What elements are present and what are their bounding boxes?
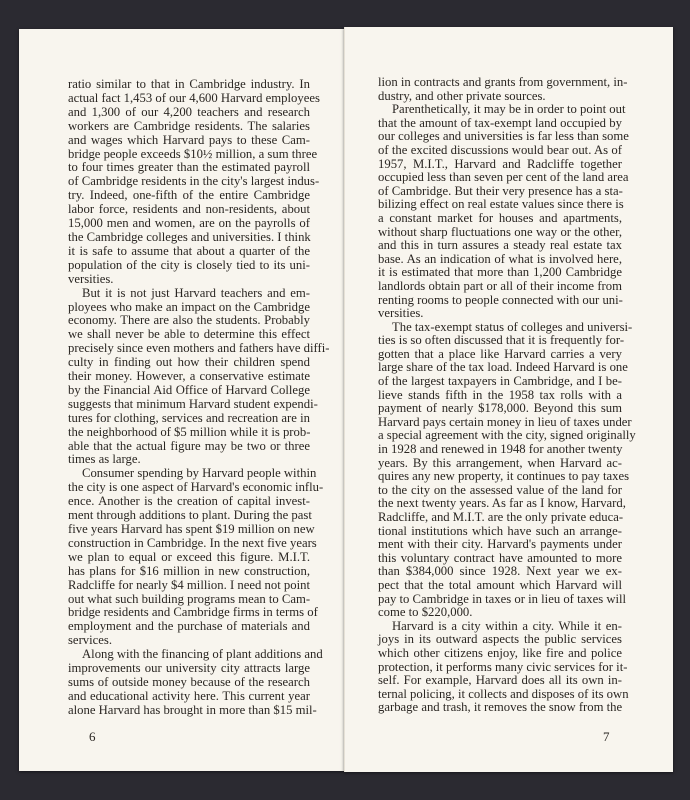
text-line: Harvard is a city within a city. While it en- bbox=[392, 618, 622, 633]
text-line: landlords obtain part or all of their income from bbox=[378, 278, 622, 293]
text-line: joys in its outward aspects the public services bbox=[378, 632, 622, 647]
paragraph bbox=[378, 319, 636, 620]
text-line: versities. bbox=[68, 271, 114, 286]
text-line: and wages which Harvard pays to these Cam- bbox=[68, 132, 310, 147]
text-line: sums of outside money because of the research bbox=[68, 674, 310, 689]
text-line: the neighborhood of $5 million while it is prob- bbox=[68, 424, 311, 439]
text-line: of the largest taxpayers in Cambridge, and I be- bbox=[378, 374, 622, 389]
text-line: improvements our university city attracts large bbox=[68, 661, 310, 676]
paragraph bbox=[68, 285, 330, 468]
text-line: Harvard pays certain money in lieu of taxes under bbox=[378, 414, 632, 429]
left-page-text-column bbox=[68, 77, 330, 718]
text-line: a special agreement with the city, signed originally bbox=[378, 428, 636, 443]
text-line: and 1,300 of our 4,200 teachers and research bbox=[68, 104, 310, 119]
text-line: and educational activity here. This current year bbox=[68, 688, 310, 703]
text-line: But it is not just Harvard teachers and em- bbox=[82, 285, 310, 300]
paragraph bbox=[68, 77, 320, 287]
text-line: of Cambridge. But their very presence has a sta- bbox=[378, 183, 623, 198]
text-line: without sharp fluctuations one way or the other, bbox=[378, 224, 622, 239]
text-line: culty in finding out how their children spend bbox=[68, 355, 310, 370]
text-line: economy. There are also the students. Probably bbox=[68, 313, 310, 328]
text-line: Along with the financing of plant additions and bbox=[82, 647, 323, 662]
text-line: 15,000 men and women, are on the payrolls of bbox=[68, 216, 310, 231]
text-line: employment and the purchase of materials and bbox=[68, 619, 310, 634]
text-line: ties is so often discussed that it is frequently for- bbox=[378, 333, 625, 348]
text-line: tional institutions which have such an arrange- bbox=[378, 523, 622, 538]
text-line: payment of nearly $178,000. Beyond this sum bbox=[378, 401, 622, 416]
text-line: workers are Cambridge residents. The salaries bbox=[68, 118, 310, 133]
text-line: self. For example, Harvard does all its own in- bbox=[378, 673, 622, 688]
text-line: we shall never be able to determine this effect bbox=[68, 327, 310, 342]
text-line: lieve stands fifth in the 1958 tax rolls with a bbox=[378, 387, 622, 402]
text-line: able that the actual figure may be two or three bbox=[68, 438, 310, 453]
text-line: years. By this arrangement, when Harvard ac- bbox=[378, 455, 622, 470]
text-line: pay to Cambridge in taxes or in lieu of taxes will bbox=[378, 591, 627, 606]
text-line: Radcliffe for nearly $4 million. I need not point bbox=[68, 577, 310, 592]
text-line: out what such building programs mean to Cam- bbox=[68, 591, 311, 606]
text-line: Parenthetically, it may be in order to point out bbox=[392, 102, 626, 117]
paragraph bbox=[68, 466, 324, 648]
text-line: gotten that a place like Harvard carries a very bbox=[378, 346, 622, 361]
text-line: labor force, residents and non-residents, about bbox=[68, 202, 310, 217]
text-line: that the amount of tax-exempt land occupied by bbox=[378, 115, 622, 130]
text-line: in 1928 and renewed in 1948 for another twenty bbox=[378, 442, 623, 457]
text-line: which other citizens enjoy, like fire and police bbox=[378, 645, 622, 660]
text-line: renting rooms to people connected with our uni- bbox=[378, 292, 623, 307]
paragraph bbox=[68, 647, 323, 718]
text-line: 1957, M.I.T., Harvard and Radcliffe together bbox=[378, 156, 622, 171]
page-number-right: 7 bbox=[603, 729, 610, 744]
text-line: a constant market for houses and apartments, bbox=[378, 210, 622, 225]
text-line: try. Indeed, one-fifth of the entire Cambridge bbox=[68, 188, 310, 203]
text-line: precisely since even mothers and fathers have diffi- bbox=[68, 341, 330, 356]
text-line: ence. Another is the creation of capital invest- bbox=[68, 494, 310, 509]
text-line: The tax-exempt status of colleges and universi- bbox=[392, 319, 633, 334]
text-line: our colleges and universities is far less than some bbox=[378, 129, 629, 144]
paragraph bbox=[378, 102, 629, 321]
text-line: to four times greater than the estimated payroll bbox=[68, 160, 310, 175]
paragraph bbox=[378, 75, 628, 103]
text-line: ratio similar to that in Cambridge industry. In bbox=[68, 77, 310, 91]
text-line: bridge people exceeds $10½ million, a sum three bbox=[68, 146, 318, 161]
text-line: the city is one aspect of Harvard's economic influ- bbox=[68, 480, 324, 495]
text-line: base. As an indication of what is involved here, bbox=[378, 251, 622, 266]
text-line: the next twenty years. As far as I know, Harvard, bbox=[378, 496, 626, 511]
text-line: services. bbox=[68, 633, 113, 648]
text-line: tures for clothing, services and recreation are in bbox=[68, 410, 310, 425]
text-line: population of the city is closely tied to its uni- bbox=[68, 257, 310, 272]
text-line: pect that the total amount which Harvard will bbox=[378, 577, 622, 592]
text-line: bilizing effect on real estate values since there is bbox=[378, 197, 624, 212]
text-line: five years Harvard has spent $19 million on new bbox=[68, 522, 315, 536]
text-line: has plans for $16 million in new construction, bbox=[68, 563, 310, 578]
text-line: ment with their city. Harvard's payments under bbox=[378, 537, 622, 552]
text-line: and this in turn assures a steady real estate tax bbox=[378, 238, 622, 253]
text-line: protection, it performs many civic services for it- bbox=[378, 659, 628, 674]
text-line: to the city on the assessed value of the land for bbox=[378, 482, 622, 497]
text-line: bridge residents and Cambridge firms in terms of bbox=[68, 605, 318, 620]
text-line: this voluntary contract have amounted to more bbox=[378, 550, 622, 565]
text-line: the Cambridge colleges and universities. I think bbox=[68, 229, 311, 244]
text-line: dustry, and other private sources. bbox=[378, 88, 546, 103]
text-line: Radcliffe, and M.I.T. are the only private educa- bbox=[378, 510, 624, 524]
text-line: times as large. bbox=[68, 452, 141, 467]
text-line: quires any new property, it continues to pay taxes bbox=[378, 469, 630, 484]
text-line: large share of the tax load. Indeed Harvard is one bbox=[378, 360, 628, 375]
text-line: Consumer spending by Harvard people within bbox=[82, 466, 317, 481]
right-page-text-column bbox=[378, 75, 636, 715]
text-line: their money. However, a conservative estimate bbox=[68, 369, 310, 384]
text-line: versities. bbox=[378, 306, 424, 321]
text-line: ployees who make an impact on the Cambridge bbox=[68, 299, 310, 314]
text-line: by the Financial Aid Office of Harvard College bbox=[68, 382, 310, 397]
text-line: come to $220,000. bbox=[378, 605, 473, 620]
page-number-left: 6 bbox=[89, 729, 96, 744]
text-line: ternal policing, it collects and disposes of its own bbox=[378, 686, 629, 701]
text-line: ment through additions to plant. During the past bbox=[68, 508, 312, 523]
text-line: suggests that minimum Harvard student expendi- bbox=[68, 396, 318, 411]
text-line: occupied less than seven per cent of the land area bbox=[378, 170, 629, 185]
text-line: of the excited discussions would bear out. As of bbox=[378, 142, 622, 157]
text-line: alone Harvard has brought in more than $15 mil- bbox=[68, 702, 317, 717]
text-line: actual fact 1,453 of our 4,600 Harvard employees bbox=[68, 90, 320, 105]
text-line: than $384,000 since 1928. Next year we ex- bbox=[378, 564, 622, 579]
text-line: of Cambridge residents in the city's largest indus- bbox=[68, 174, 320, 189]
text-line: lion in contracts and grants from government, in- bbox=[378, 75, 628, 89]
text-line: it is estimated that more than 1,200 Cambridge bbox=[378, 265, 622, 280]
text-line: it is safe to assume that about a quarter of the bbox=[68, 243, 310, 258]
text-line: garbage and trash, it removes the snow from the bbox=[378, 700, 623, 715]
paragraph bbox=[378, 618, 629, 715]
text-line: we plan to equal or exceed this figure. M.I.T. bbox=[68, 549, 310, 564]
text-line: construction in Cambridge. In the next five years bbox=[68, 535, 317, 550]
